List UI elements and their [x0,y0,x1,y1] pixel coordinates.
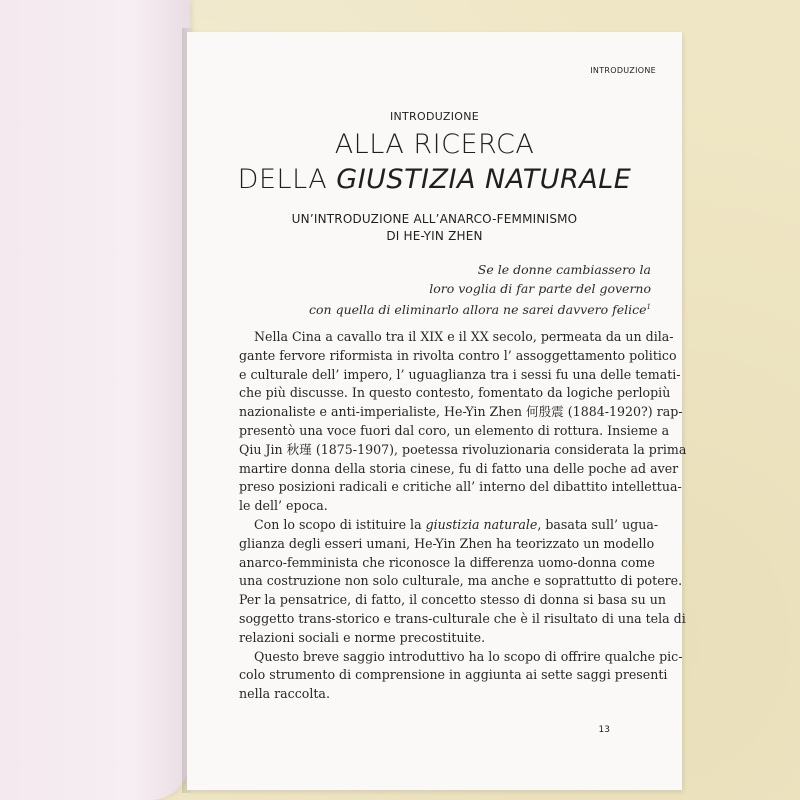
body-line: una costruzione non solo culturale, ma anche e soprattutto di potere. [239,573,683,589]
body-italic-phrase: giustizia naturale [425,516,538,532]
epigraph [309,260,651,319]
body-line: martire donna della storia cinese, fu di fatto una delle poche ad aver [239,460,679,476]
body-line: nella raccolta. [239,686,330,702]
footnote-mark: 1 [646,303,651,311]
body-line: Per la pensatrice, di fatto, il concetto stesso di donna si basa su un [239,592,666,608]
section-label: INTRODUZIONE [389,110,480,123]
epigraph-line: loro voglia di far parte del governo [429,281,651,296]
body-line: glianza degli esseri umani, He-Yin Zhen ha teorizzato un modello [239,535,655,551]
chapter-title-line-1: ALLA RICERCA [334,129,535,160]
body-line: che più discusse. In questo contesto, fomentato da logiche perlopiù [239,385,671,401]
body-line: Questo breve saggio introduttivo ha lo scopo di offrire qualche pic- [254,648,683,664]
left-page [0,0,190,800]
epigraph-line [309,298,651,319]
body-line: soggetto trans-storico e trans-culturale che è il risultato di una tela di [239,610,686,626]
body-line: le dell’ epoca. [239,498,328,514]
body-line: relazioni sociali e norme precostituite. [239,629,486,645]
body-line [239,516,659,535]
running-head: INTRODUZIONE [590,66,656,75]
subtitle-line-1: UN’INTRODUZIONE ALL’ANARCO-FEMMINISMO [291,212,578,226]
subtitle-line-2: DI HE-YIN ZHEN [386,229,483,243]
epigraph-line-text: con quella di eliminarlo allora ne sarei davvero felice [309,302,647,318]
epigraph-line: Se le donne cambiassero la [477,262,651,277]
body-line: gante fervore riformista in rivolta contro l’ assoggettamento politico [239,347,677,363]
body-line: preso posizioni radicali e critiche all’ interno del dibattito intellettua- [239,479,682,495]
body-line: anarco-femminista che riconosce la differenza uomo-donna come [239,554,655,570]
chapter-title-prefix: DELLA [237,164,337,195]
body-line-text: , basata sull’ ugua- [537,516,659,532]
body-line: colo strumento di comprensione in aggiunta ai sette saggi presenti [239,667,668,683]
body-line: Qiu Jin 秋瑾 (1875-1907), poetessa rivoluzionaria considerata la prima [239,441,687,457]
page-number: 13 [598,725,610,735]
body-text [239,328,687,704]
body-line: e culturale dell’ impero, l’ uguaglianza tra i sessi fu una delle temati- [239,366,681,382]
chapter-title-line-2 [187,164,682,195]
body-line: presentò una voce fuori dal coro, un elemento di rottura. Insieme a [239,422,670,438]
chapter-title-italic: GIUSTIZIA NATURALE [336,164,632,195]
body-line: nazionaliste e anti-imperialiste, He-Yin Zhen 何殷震 (1884-1920?) rap- [239,404,683,420]
body-line: Nella Cina a cavallo tra il XIX e il XX secolo, permeata da un dila- [254,329,674,344]
book-page [187,32,687,790]
body-line-text: Con lo scopo di istituire la [254,516,426,532]
